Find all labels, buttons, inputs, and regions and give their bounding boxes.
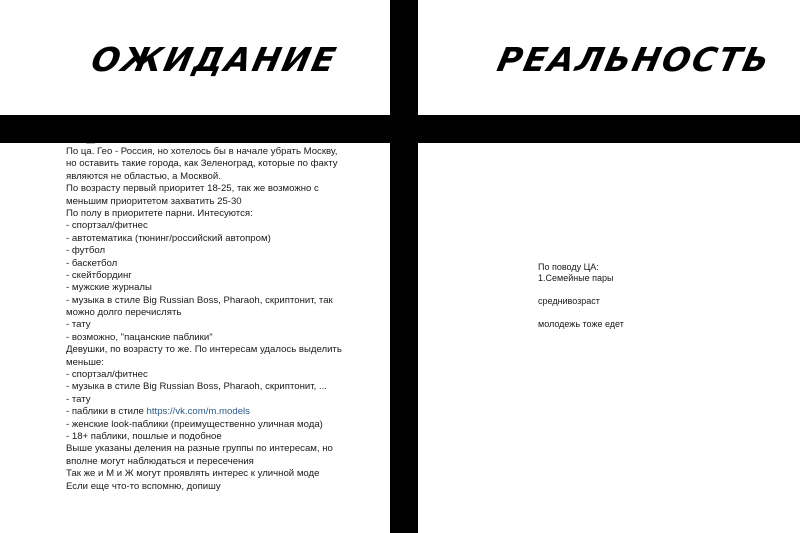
message-line: меньше:	[66, 356, 104, 368]
message-line: По полу в приоритете парни. Интесуются:	[66, 207, 253, 219]
message-line: По ца. Гео - Россия, но хотелось бы в начале убрать Москву,	[66, 146, 338, 157]
reality-message	[538, 262, 738, 330]
expectation-message	[66, 146, 366, 493]
message-line: - баскетбол	[66, 257, 118, 269]
message-line: - паблики в стиле https://vk.com/m.models	[66, 406, 250, 418]
message-line: Если еще что-то вспомню, допишу	[66, 480, 221, 492]
message-line: - тату	[66, 393, 91, 405]
message-line: - тату	[66, 319, 91, 331]
message-line: - футбол	[66, 245, 106, 257]
message-line: - возможно, "пацанские паблики"	[66, 331, 213, 343]
expectation-header-panel	[0, 0, 390, 115]
reality-header-panel	[418, 0, 800, 115]
scroll-hint	[86, 143, 95, 144]
reality-message-panel	[418, 143, 800, 533]
message-line: Выше указаны деления на разные группы по интересам, но	[66, 443, 333, 455]
message-line: Так же и М и Ж могут проявлять интерес к уличной моде	[66, 468, 320, 480]
message-line: - скейтбординг	[66, 269, 132, 281]
message-line: - музыка в стиле Big Russian Boss, Pharaoh, скриптонит, так	[66, 294, 333, 306]
message-line: - мужские журналы	[66, 282, 152, 294]
reality-title: По поводу ЦА:	[538, 262, 599, 272]
reality-item-1: 1.Семейные пары	[538, 273, 614, 283]
message-line: - спортзал/фитнес	[66, 369, 148, 381]
message-line: являются не областью, а Москвой.	[66, 170, 221, 182]
message-line: - 18+ паблики, пошлые и подобное	[66, 430, 222, 442]
vk-link[interactable]: https://vk.com/m.models	[146, 406, 250, 418]
horizontal-divider	[0, 115, 800, 143]
message-line: но оставить такие города, как Зеленоград, которые по факту	[66, 158, 338, 170]
message-line: - музыка в стиле Big Russian Boss, Pharaoh, скриптонит, ...	[66, 381, 327, 393]
message-line: - спортзал/фитнес	[66, 220, 148, 232]
vertical-divider	[390, 0, 418, 533]
reality-heading: РЕАЛЬНОСТЬ	[493, 40, 775, 79]
message-line: - автотематика (тюнинг/российский автопром)	[66, 232, 271, 244]
message-line: - женские look-паблики (преимущественно уличная мода)	[66, 418, 323, 430]
expectation-heading: ОЖИДАНИЕ	[87, 40, 342, 79]
message-line: вполне могут наблюдаться и пересечения	[66, 455, 254, 467]
reality-item-3: молодежь тоже едет	[538, 319, 624, 329]
message-line: можно долго перечислять	[66, 307, 182, 319]
reality-item-2: среднивозраст	[538, 296, 600, 306]
message-line: По возрасту первый приоритет 18-25, так же возможно с	[66, 183, 319, 195]
message-line: Девушки, по возрасту то же. По интересам удалось выделить	[66, 344, 342, 356]
message-line: меньшим приоритетом захватить 25-30	[66, 195, 242, 207]
